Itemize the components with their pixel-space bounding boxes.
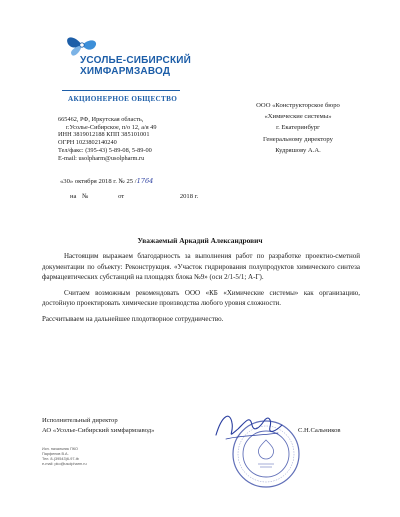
letter-paragraph: Считаем возможным рекомендовать ООО «КБ «Химические системы» как организацию, достойную проектировать химические производства любого уровня сложности.: [42, 288, 360, 308]
number-handwritten: 1764: [136, 177, 154, 185]
executor-line: e-mail: pko@usolpharm.ru: [42, 462, 87, 466]
logo-subtitle: АКЦИОНЕРНОЕ ОБЩЕСТВО: [68, 95, 178, 103]
ref-label-no: №: [82, 193, 89, 200]
recipient-line: ООО «Конструкторское бюро: [256, 102, 340, 109]
signatory-title-block: [42, 416, 154, 436]
sender-line: ИНН 3819012188 КПП 385101001: [58, 131, 150, 139]
date-year: 2018 г.: [98, 178, 117, 185]
letter-paragraph: Рассчитываем на дальнейшее плодотворное сотрудничество.: [42, 314, 224, 323]
company-logo: [62, 24, 192, 108]
ref-label-from: от: [118, 193, 125, 200]
sender-requisites: [58, 116, 198, 162]
logo-divider: [62, 90, 180, 91]
signatory-org: АО «Усолье-Сибирский химфармзавод»: [42, 427, 155, 434]
ref-year: 2018 г.: [179, 193, 199, 200]
handwritten-signature: [212, 405, 286, 447]
ref-label-na: на: [70, 193, 77, 200]
sender-line: г.Усолье-Сибирское, п/о 12, а/я 49: [66, 123, 157, 131]
recipient-line: «Химические системы»: [264, 113, 332, 121]
executor-contact: [42, 447, 87, 467]
outgoing-date-number: [60, 177, 153, 185]
logo-name-line2: ХИМФАРМЗАВОД: [80, 66, 171, 77]
recipient-line: Кудряшову А.А.: [275, 146, 321, 154]
recipient-block: [228, 100, 368, 156]
sender-line: Тел/факс: (395-43) 5-89-08, 5-89-00: [58, 146, 152, 154]
letter-greeting: Уважаемый Аркадий Александрович: [137, 236, 263, 245]
signatory-name: С.Н.Сальников: [298, 427, 341, 434]
recipient-line: г. Екатеринбург: [276, 124, 320, 132]
signatory-title: Исполнительный директор: [42, 417, 118, 424]
recipient-line: Генеральному директору: [263, 135, 333, 143]
reference-line: [70, 193, 226, 200]
sender-line: ОГРН 1023802140240: [58, 139, 117, 147]
executor-line: Тел. 8-(39543)6-97-tb: [42, 457, 79, 461]
letter-paragraph: Настоящим выражаем благодарность за выполнения работ по разработке проектно-сметной документации по объекту: Реконструкция. «Участок гидрирования полупродуктов химического синтеза фармацевтических субстанций на площадях блока №9» (оси 2/1-5/1; А-Г).: [42, 252, 360, 282]
number-label: №: [118, 178, 125, 185]
number-value: 25 /: [126, 178, 137, 185]
logo-name-line1: УСОЛЬЕ-СИБИРСКИЙ: [80, 55, 192, 66]
executor-line: Исп. начальник ПКО: [42, 447, 78, 451]
date-month: октября: [74, 178, 97, 185]
date-day: «30»: [60, 178, 74, 185]
sender-line: 665462, РФ, Иркутская область,: [58, 116, 144, 123]
executor-line: Парфенов В.А.: [42, 452, 69, 456]
sender-line: E-mail: usolpharm@usolpharm.ru: [58, 154, 145, 162]
letter-body: [42, 251, 360, 330]
